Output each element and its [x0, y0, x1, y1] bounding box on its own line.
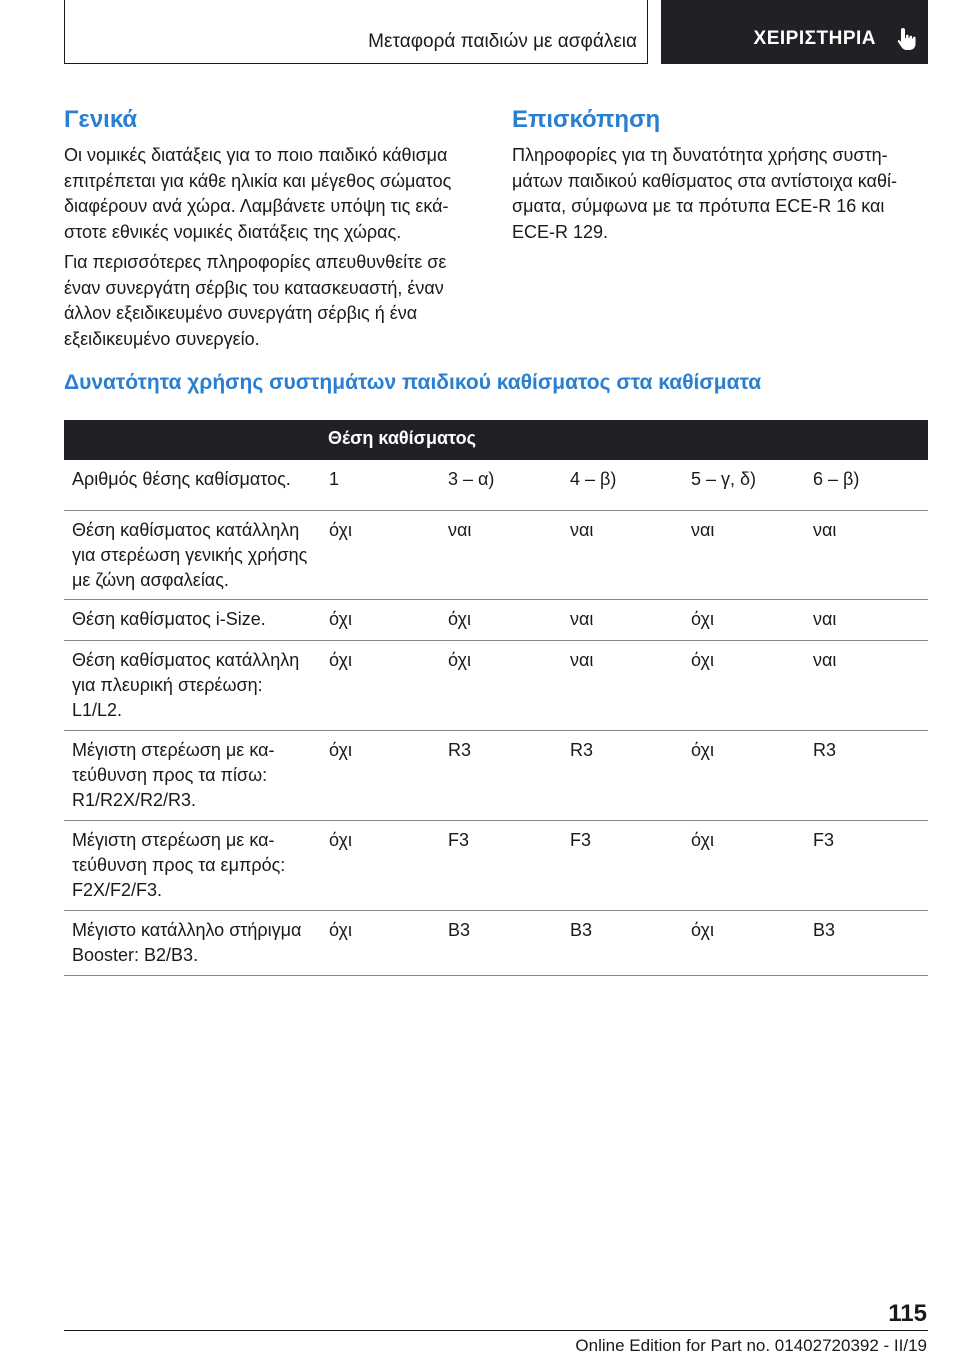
cell: 4 – β) — [570, 469, 617, 489]
table-row — [64, 731, 928, 821]
cell: F3 — [448, 830, 470, 850]
row-label: Θέση καθίσματος κατάλληλη για πλευρική στερέωση: L1/L2. — [72, 650, 300, 720]
overview-heading: Επισκόπηση — [512, 106, 661, 133]
cell: ναι — [691, 520, 715, 540]
general-paragraph-2: Για περισσότερες πληροφορίες απευθυνθείτε σε έναν συνεργάτη σέρβις του κατασκευαστή, έναν άλλον εξειδικευμένο συνεργάτη σέρβις ή ένα εξειδικευμένο συνεργείο. — [64, 252, 447, 349]
page-header — [64, 0, 928, 66]
overview-paragraph: Πληροφορίες για τη δυνατότητα χρήσης συστημάτων παιδικού καθίσματος στα αντίστοιχα καθίσματα, σύμφωνα με τα πρότυπα ECE-R 16 και ECE-R 129. — [512, 145, 897, 242]
page-number: 115 — [888, 1300, 927, 1327]
cell: όχι — [329, 920, 352, 940]
cell: όχι — [691, 650, 714, 670]
cell: όχι — [448, 650, 471, 670]
row-label: Μέγιστη στερέωση με κατεύθυνση προς τα πίσω: R1/R2X/R2/R3. — [72, 740, 275, 810]
cell: όχι — [329, 609, 352, 629]
cell: όχι — [691, 830, 714, 850]
cell: 3 – α) — [448, 469, 495, 489]
chapter-tab[interactable] — [661, 0, 928, 64]
cell: ναι — [448, 520, 472, 540]
table-row — [64, 460, 928, 511]
cell: F3 — [570, 830, 592, 850]
cell: B3 — [813, 920, 836, 940]
cell: ναι — [570, 650, 594, 670]
table-row — [64, 911, 928, 976]
cell: F3 — [813, 830, 835, 850]
cell: όχι — [691, 920, 714, 940]
cell: όχι — [329, 740, 352, 760]
table-header — [64, 420, 928, 460]
cell: ναι — [813, 609, 837, 629]
row-label: Θέση καθίσματος κατάλληλη για στερέωση γενικής χρήσης με ζώνη ασφαλείας. — [72, 520, 308, 590]
cell: ναι — [570, 609, 594, 629]
table-row — [64, 511, 928, 600]
row-label: Θέση καθίσματος i-Size. — [72, 609, 266, 629]
cell: όχι — [691, 740, 714, 760]
cell: όχι — [329, 650, 352, 670]
pointing-hand-icon — [894, 26, 920, 52]
cell: 6 – β) — [813, 469, 860, 489]
footer-divider — [64, 1330, 928, 1331]
cell: ναι — [813, 520, 837, 540]
general-heading: Γενικά — [64, 106, 138, 133]
row-label: Μέγιστο κατάλληλο στήριγμα Booster: B2/B3. — [72, 920, 302, 965]
cell: R3 — [570, 740, 594, 760]
table-row — [64, 641, 928, 731]
section-title: Μεταφορά παιδιών με ασφάλεια — [64, 0, 648, 64]
cell: R3 — [813, 740, 837, 760]
cell: B3 — [570, 920, 593, 940]
cell: ναι — [570, 520, 594, 540]
cell: R3 — [448, 740, 472, 760]
table-row — [64, 600, 928, 641]
table-section-title: Δυνατότητα χρήσης συστημάτων παιδικού καθίσματος στα καθίσματα — [64, 371, 762, 394]
table-row — [64, 821, 928, 911]
cell: B3 — [448, 920, 471, 940]
table-header-label: Θέση καθίσματος — [328, 428, 476, 448]
cell: ναι — [813, 650, 837, 670]
cell: όχι — [329, 830, 352, 850]
general-paragraph-1: Οι νομικές διατάξεις για το ποιο παιδικό κάθισμα επιτρέπεται για κάθε ηλικία και μέγεθος σώματος διαφέρουν ανά χώρα. Λαμβάνετε υπόψη τις εκάστοτε εθνικές νομικές διατάξεις της χώρας. — [64, 145, 452, 242]
cell: όχι — [448, 609, 471, 629]
edition-note: Online Edition for Part no. 01402720392 - II/19 — [575, 1336, 927, 1355]
cell: όχι — [691, 609, 714, 629]
cell: όχι — [329, 520, 352, 540]
cell: 1 — [329, 469, 340, 489]
seat-compat-table — [64, 420, 928, 976]
row-label: Αριθμός θέσης καθίσματος. — [72, 469, 291, 489]
row-label: Μέγιστη στερέωση με κατεύθυνση προς τα εμπρός: F2X/F2/F3. — [72, 830, 286, 900]
cell: 5 – γ, δ) — [691, 469, 757, 489]
chapter-label: ΧΕΙΡΙΣΤΗΡΙΑ — [753, 28, 876, 49]
